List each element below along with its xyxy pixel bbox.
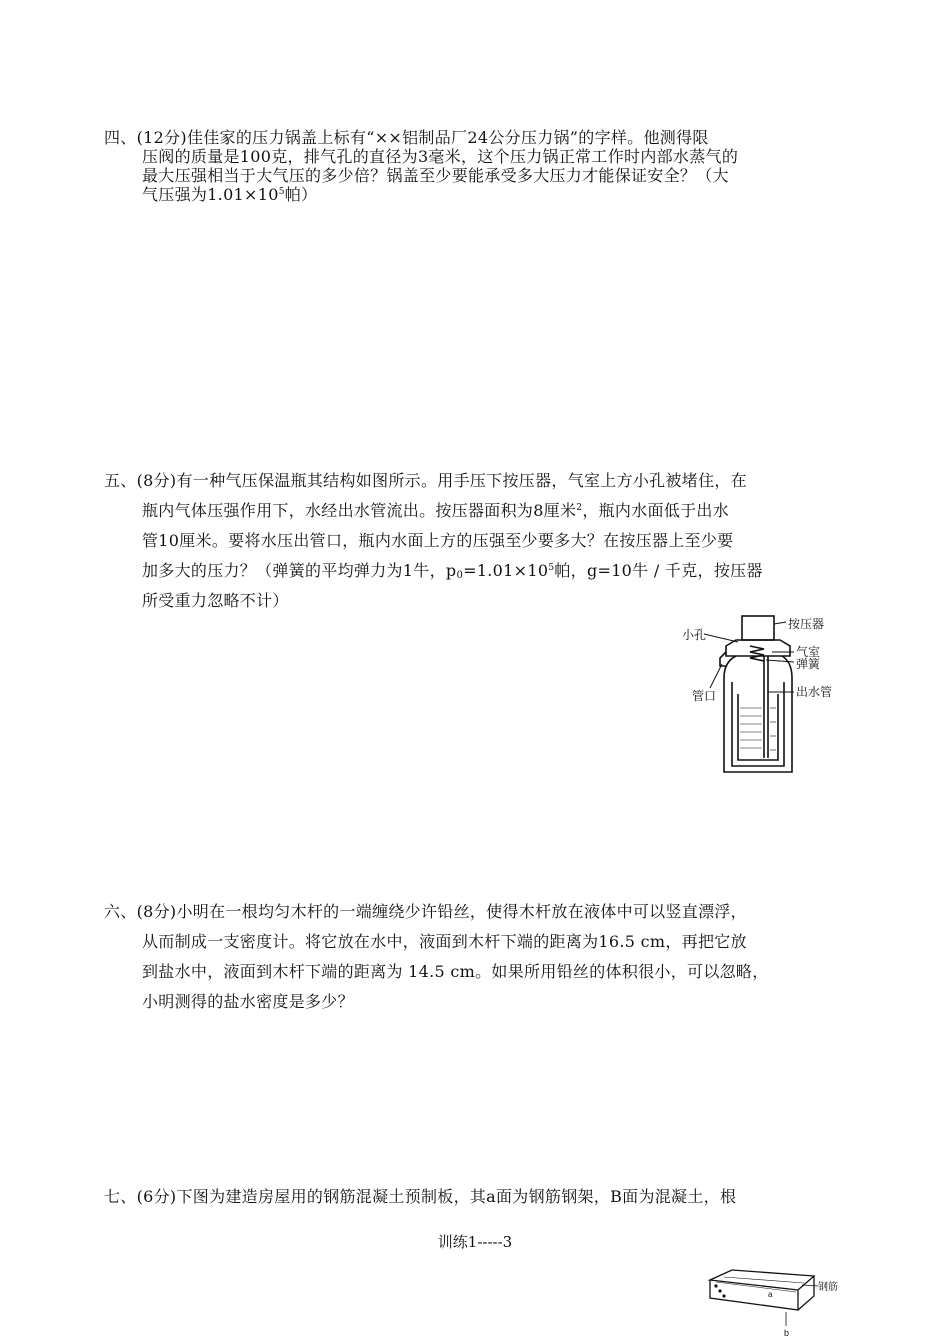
question-4-line-3: 最大压强相当于大气压的多少倍？锅盖至少要能承受多大压力才能保证安全？（大 (142, 166, 729, 185)
label-nozzle: 管口 (692, 689, 717, 703)
question-5-line-4-mid: =1.01×10 (463, 561, 549, 580)
question-4-line-4 (104, 185, 852, 204)
thermos-figure (680, 612, 850, 784)
subscript: 0 (456, 570, 464, 581)
question-5-line-4-text: 加多大的压力？（弹簧的平均弹力为1牛，p (142, 561, 457, 580)
question-4-line-4-end: 帕） (284, 185, 318, 204)
question-5-line-3: 管10厘米。要将水压出管口，瓶内水面上方的压强至少要多大？在按压器上至少要 (142, 531, 734, 550)
exponent: 5 (548, 563, 555, 573)
question-5-line-2 (104, 496, 852, 526)
label-face-b: b (784, 1328, 790, 1338)
question-7-line-1: 七、(6分)下图为建造房屋用的钢筋混凝土预制板，其a面为钢筋钢架，B面为混凝土，根 (104, 1187, 737, 1206)
exponent: 5 (278, 187, 285, 197)
question-5 (104, 466, 852, 616)
question-6-line-4: 小明测得的盐水密度是多少？ (142, 992, 354, 1011)
label-press: 按压器 (788, 617, 825, 631)
question-6-line-3: 到盐水中，液面到木杆下端的距离为 14.5 cm。如果所用铅丝的体积很小，可以忽略， (142, 962, 769, 981)
question-5-line-2-text: 瓶内气体压强作用下，水经出水管流出。按压器面积为8厘米 (142, 501, 577, 520)
slab-figure (702, 1266, 842, 1340)
question-6 (104, 897, 852, 1017)
question-4-line-4-text: 气压强为1.01×10 (142, 185, 279, 204)
question-5-line-1: 五、(8分)有一种气压保温瓶其结构如图所示。用手压下按压器，气室上方小孔被堵住，在 (104, 471, 747, 490)
exponent: 2 (576, 503, 583, 513)
question-6-line-2: 从而制成一支密度计。将它放在水中，液面到木杆下端的距离为16.5 cm，再把它放 (142, 932, 747, 951)
label-rebar: 钢筋 (818, 1282, 838, 1293)
label-face-a: a (768, 1290, 773, 1299)
label-spring: 弹簧 (796, 657, 821, 671)
question-5-line-2-end: ，瓶内水面低于出水 (582, 501, 730, 520)
label-hole: 小孔 (682, 628, 707, 642)
question-6-line-1: 六、(8分)小明在一根均匀木杆的一端缠绕少许铅丝，使得木杆放在液体中可以竖直漂浮， (104, 902, 747, 921)
question-4-line-1: 四、(12分)佳佳家的压力锅盖上标有“××铝制品厂24公分压力锅”的字样。他测得限 (104, 128, 709, 147)
question-5-line-5: 所受重力忽略不计） (142, 591, 289, 610)
question-4-line-2: 压阀的质量是100克，排气孔的直径为3毫米，这个压力锅正常工作时内部水蒸气的 (142, 147, 739, 166)
question-5-line-4-end: 帕，g=10牛 / 千克，按压器 (554, 561, 763, 580)
label-chamber: 气室 (796, 645, 821, 659)
question-5-line-4 (104, 556, 852, 586)
label-outlet: 出水管 (796, 685, 833, 699)
question-7 (104, 1184, 852, 1210)
page-footer: 训练1-----3 (437, 1233, 513, 1251)
question-4 (104, 128, 852, 204)
